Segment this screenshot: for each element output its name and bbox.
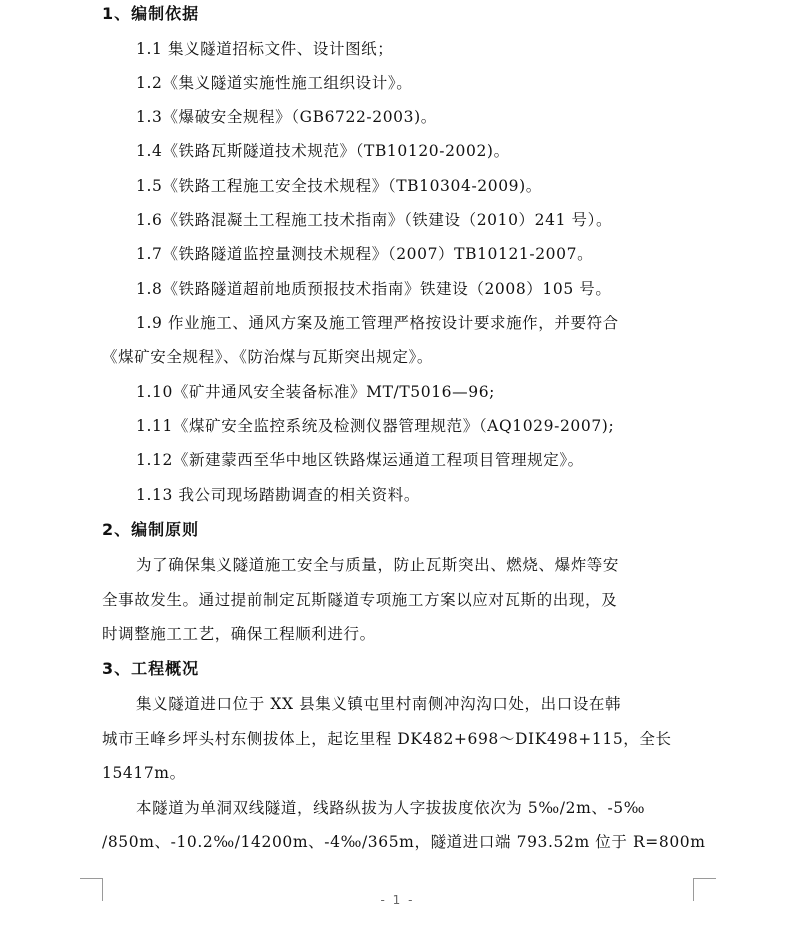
paragraph-line: 时调整施工工艺，确保工程顺利进行。 xyxy=(102,625,376,643)
reference-item: 1.9 作业施工、通风方案及施工管理严格按设计要求施作，并要符合 xyxy=(136,314,619,332)
reference-item-continuation: 《煤矿安全规程》、《防治煤与瓦斯突出规定》。 xyxy=(102,348,433,366)
section-heading: 3、工程概况 xyxy=(102,659,200,678)
paragraph-line: 全事故发生。通过提前制定瓦斯隧道专项施工方案以应对瓦斯的出现，及 xyxy=(102,591,618,609)
reference-item: 1.5《铁路工程施工安全技术规程》（TB10304-2009)。 xyxy=(136,177,542,195)
paragraph-line: 集义隧道进口位于 XX 县集义镇屯里村南侧冲沟沟口处，出口设在韩 xyxy=(136,695,622,713)
paragraph-line: /850m、-10.2‰/14200m、-4‰/365m，隧道进口端 793.52m 位于 R=800m xyxy=(102,833,706,851)
reference-item: 1.4《铁路瓦斯隧道技术规范》（TB10120-2002)。 xyxy=(136,142,510,160)
reference-item: 1.11《煤矿安全监控系统及检测仪器管理规范》（AQ1029-2007); xyxy=(136,417,615,435)
reference-item: 1.2《集义隧道实施性施工组织设计》。 xyxy=(136,74,413,92)
reference-item: 1.7《铁路隧道监控量测技术规程》（2007）TB10121-2007。 xyxy=(136,245,594,263)
reference-item: 1.12《新建蒙西至华中地区铁路煤运通道工程项目管理规定》。 xyxy=(136,451,584,469)
reference-item: 1.8《铁路隧道超前地质预报技术指南》铁建设（2008）105 号。 xyxy=(136,280,612,298)
reference-item: 1.10《矿井通风安全装备标准》MT/T5016—96; xyxy=(136,383,495,401)
paragraph-line: 城市王峰乡坪头村东侧拔体上，起讫里程 DK482+698～DIK498+115，全长 xyxy=(102,730,672,748)
reference-item: 1.3《爆破安全规程》（GB6722-2003)。 xyxy=(136,108,437,126)
paragraph-line: 本隧道为单洞双线隧道，线路纵拔为人字拔拔度依次为 5‰/2m、-5‰ xyxy=(136,799,646,817)
reference-item: 1.13 我公司现场踏勘调查的相关资料。 xyxy=(136,486,420,504)
reference-item: 1.6《铁路混凝土工程施工技术指南》（铁建设（2010）241 号）。 xyxy=(136,211,613,229)
section-heading: 2、编制原则 xyxy=(102,520,200,539)
paragraph-line: 15417m。 xyxy=(102,764,186,782)
section-heading: 1、编制依据 xyxy=(102,4,200,23)
paragraph-line: 为了确保集义隧道施工安全与质量，防止瓦斯突出、燃烧、爆炸等安 xyxy=(136,556,620,574)
page-number: - 1 - xyxy=(380,893,415,907)
reference-item: 1.1 集义隧道招标文件、设计图纸； xyxy=(136,40,394,58)
